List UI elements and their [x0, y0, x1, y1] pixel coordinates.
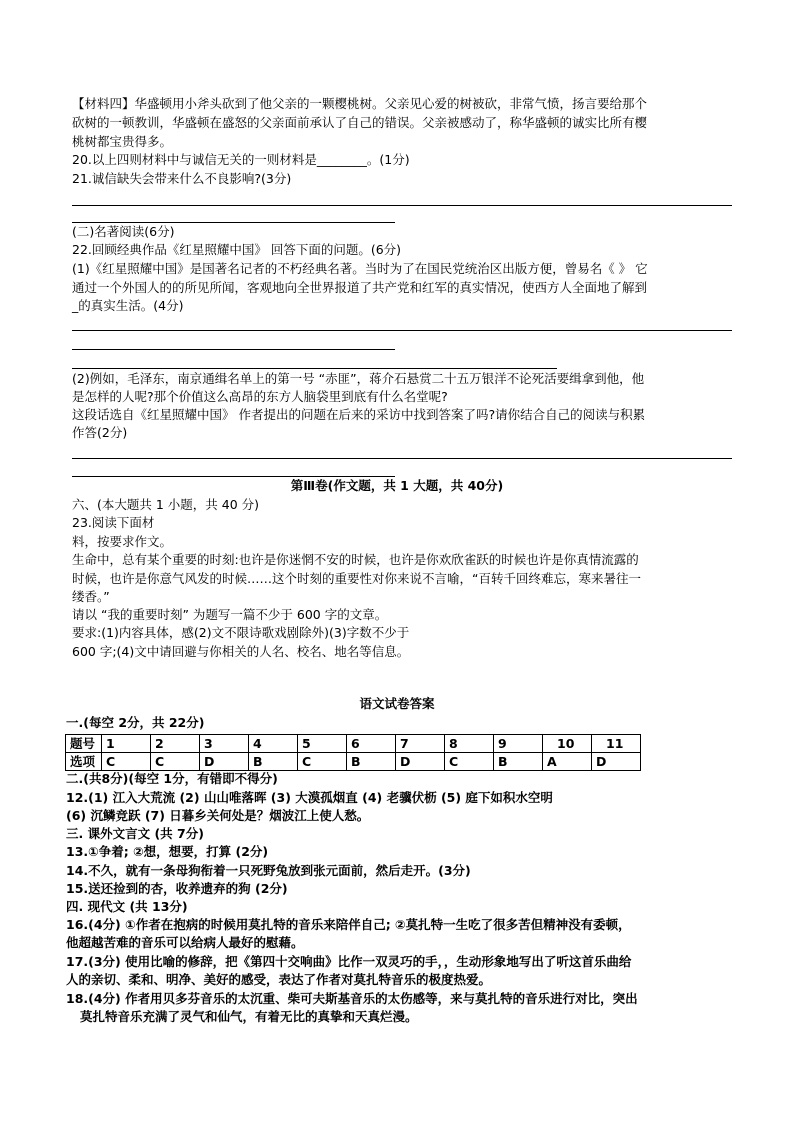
question-22-2: 这段话选自《红星照耀中国》 作者提出的问题在后来的采访中找到答案了吗?请你结合自己的阅读与积累	[72, 407, 646, 422]
table-cell: 9	[494, 735, 543, 753]
answer-line	[72, 368, 557, 369]
question-22-1: 通过一个外国人的的所见所闻，客观地向全世界报道了共产党和红军的真实情况，使西方人全面地了解到	[72, 280, 648, 295]
table-cell: 6	[347, 735, 396, 753]
table-cell: 10	[543, 735, 592, 753]
answer-line: (6) 沉鳞竞跃 (7) 日暮乡关何处是？烟波江上使人愁。	[66, 808, 370, 823]
answer-line	[72, 330, 732, 331]
question-22-2: 作答(2分)	[72, 425, 128, 440]
answer-table	[65, 734, 641, 771]
question-22-2: (2)例如，毛泽东，南京通缉名单上的第一号 “赤匪”，蒋介石悬赏二十五万银洋不论死活要缉拿到他，他	[72, 371, 645, 386]
essay-line: 要求:(1)内容具体，感(2)文不限诗歌戏剧除外)(3)字数不少于	[72, 625, 410, 640]
paragraph-line: 砍树的一顿教训，华盛顿在盛怒的父亲面前承认了自己的错误。父亲被感动了，称华盛顿的诚实比所有樱	[72, 115, 648, 130]
table-cell: D	[200, 753, 249, 771]
table-cell: C	[151, 753, 200, 771]
paragraph-line: 【材料四】华盛顿用小斧头砍到了他父亲的一颗樱桃树。父亲见心爱的树被砍，非常气愤，扬言要给那个	[72, 96, 648, 111]
table-cell: D	[592, 753, 641, 771]
section-heading: (二)名著阅读(6分)	[72, 224, 175, 239]
answer-line: 16.(4分) ①作者在抱病的时候用莫扎特的音乐来陪伴自己; ②莫扎特一生吃了很多苦但精神没有委顿，	[66, 917, 631, 932]
table-cell: A	[543, 753, 592, 771]
answer-line: 18.(4分) 作者用贝多芬音乐的太沉重、柴可夫斯基音乐的太伤感等，来与莫扎特的音乐进行对比，突出	[66, 991, 638, 1006]
answer-section-1: 一.(每空 2分，共 22分)	[66, 715, 205, 730]
row-header: 题号	[66, 735, 102, 753]
paragraph-line: 桃树都宝贵得多。	[72, 134, 173, 149]
answer-line	[72, 222, 395, 223]
essay-line: 时候，也许是你意气风发的时候……这个时刻的重要性对你来说不言喻，“百转千回终难忘，寒来暑往一	[72, 571, 641, 586]
essay-line: 600 字;(4)文中请回避与你相关的人名、校名、地名等信息。	[72, 644, 410, 659]
answer-line	[72, 476, 395, 477]
answer-title: 语文试卷答案	[359, 696, 435, 711]
table-cell: 4	[249, 735, 298, 753]
table-cell: 8	[445, 735, 494, 753]
essay-line: 料，按要求作文。	[72, 534, 173, 549]
table-cell: C	[102, 753, 151, 771]
question-21: 21.诚信缺失会带来什么不良影响?(3分)	[72, 171, 292, 186]
answer-line: 人的亲切、柔和、明净、美好的感受，表达了作者对莫扎特音乐的极度热爱。	[66, 972, 492, 987]
answer-line: 二.(共8分)(每空 1分，有错即不得分)	[66, 771, 278, 786]
answer-line: 15.送还捡到的杏，收养遗弃的狗 (2分)	[66, 881, 288, 896]
answer-line	[72, 349, 395, 350]
answer-line	[72, 458, 732, 459]
answer-line: 四. 现代文 (共 13分)	[66, 899, 188, 914]
question-20: 20.以上四则材料中与诚信无关的一则材料是________。(1分)	[72, 152, 410, 167]
answer-line: 他超越苦难的音乐可以给病人最好的慰藉。	[66, 935, 304, 950]
row-header: 选项	[66, 753, 102, 771]
essay-line: 六、(本大题共 1 小题，共 40 分)	[72, 497, 260, 512]
answer-line: 14.不久，就有一条母狗衔着一只死野兔放到张元面前，然后走开。(3分)	[66, 863, 471, 878]
answer-line	[72, 205, 732, 206]
table-cell: C	[298, 753, 347, 771]
essay-line: 请以 “我的重要时刻” 为题写一篇不少于 600 字的文章。	[72, 607, 388, 622]
table-row	[66, 735, 641, 753]
table-row	[66, 753, 641, 771]
essay-line: 23.阅读下面材	[72, 515, 155, 530]
answer-line: 17.(3分) 使用比喻的修辞，把《第四十交响曲》比作一双灵巧的手，，生动形象地写出了听这首乐曲给	[66, 954, 632, 969]
table-cell: 5	[298, 735, 347, 753]
question-22: 22.回顾经典作品《红星照耀中国》 回答下面的问题。(6分)	[72, 242, 402, 257]
essay-line: 缕香。”	[72, 589, 110, 604]
table-cell: D	[396, 753, 445, 771]
table-cell: B	[347, 753, 396, 771]
answer-line: 13.①争着; ②想，想要，打算 (2分)	[66, 844, 269, 859]
table-cell: 11	[592, 735, 641, 753]
part-3-title: 第Ⅲ卷(作文题，共 1 大题，共 40分)	[290, 478, 504, 493]
table-cell: B	[494, 753, 543, 771]
question-22-1: (1)《红星照耀中国》是国著名记者的不朽经典名著。当时为了在国民党统治区出版方便，曾易名《 》 它	[72, 261, 648, 276]
table-cell: B	[249, 753, 298, 771]
table-cell: 3	[200, 735, 249, 753]
answer-line: 12.(1) 江入大荒流 (2) 山山唯落晖 (3) 大漠孤烟直 (4) 老骥伏枥 (5) 庭下如积水空明	[66, 790, 553, 805]
answer-line: 莫扎特音乐充满了灵气和仙气，有着无比的真挚和天真烂漫。	[80, 1009, 418, 1024]
table-cell: C	[445, 753, 494, 771]
table-cell: 7	[396, 735, 445, 753]
answer-line: 三. 课外文言文 (共 7分)	[66, 826, 204, 841]
question-22-1: _的真实生活。(4分)	[72, 298, 184, 313]
table-cell: 2	[151, 735, 200, 753]
question-22-2: 是怎样的人呢?那个价值这么高昂的东方人脑袋里到底有什么名堂呢?	[72, 389, 448, 404]
essay-line: 生命中，总有某个重要的时刻:也许是你迷惘不安的时候，也许是你欢欣雀跃的时候也许是你真情流露的	[72, 552, 639, 567]
table-cell: 1	[102, 735, 151, 753]
